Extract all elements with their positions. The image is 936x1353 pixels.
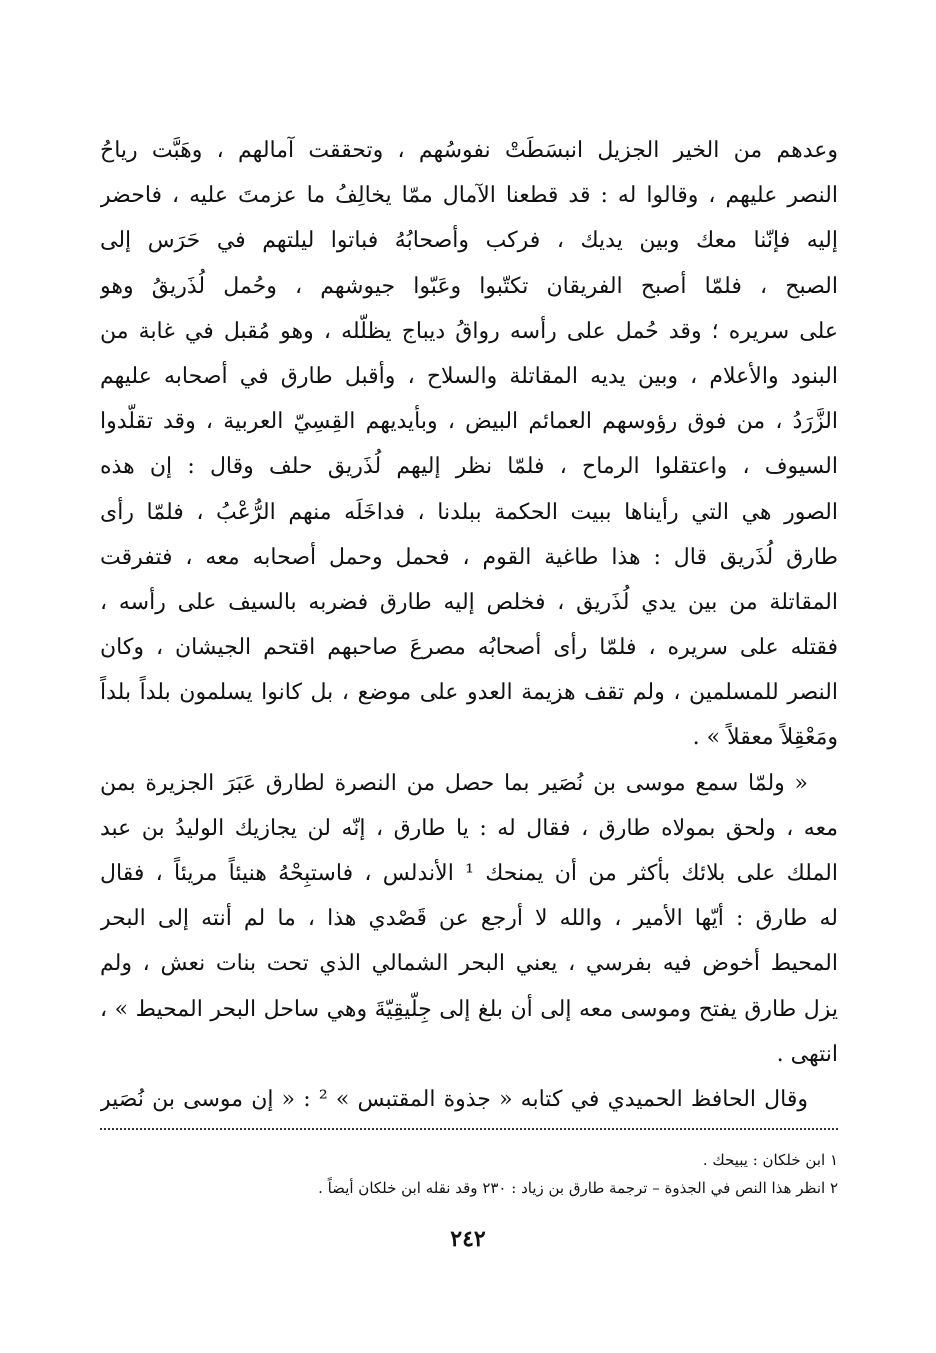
text-line: انتهى . bbox=[776, 1041, 838, 1067]
text-line: معه ، ولحق بمولاه طارق ، فقال له : يا طارق ، إنّه لن يجازيك الوليدُ بن عبد bbox=[100, 815, 838, 841]
text-line: المحيط أخوض فيه بفرسي ، يعني البحر الشمالي الذي تحت بنات نعش ، ولم bbox=[100, 951, 838, 977]
text-line: الصبح ، فلمّا أصبح الفريقان تكتّبوا وعَبّوا جيوشهم ، وحُمل لُذَريقُ وهو bbox=[100, 273, 838, 299]
text-line: ومَعْقِلاً معقلاً » . bbox=[692, 725, 838, 751]
text-line: طارق لُذَريق قال : هذا طاغية القوم ، فحمل وحمل أصحابه معه ، فتفرقت bbox=[100, 544, 838, 570]
text-line: وعدهم من الخير الجزيل انبسَطَتْ نفوسُهم ، وتحققت آمالهم ، وهَبَّت رياحُ bbox=[100, 138, 838, 163]
text-line: إليه فإنّنا معك وبين يديك ، فركب وأصحابُهُ فباتوا ليلتهم في حَرَس إلى bbox=[100, 228, 838, 254]
footnote-2: ٢ انظر هذا النص في الجذوة – ترجمة طارق بن زياد : ٢٣٠ وقد نقله ابن خلكان أيضاً . bbox=[318, 1179, 838, 1197]
text-line: وقال الحافظ الحميدي في كتابه « جذوة المقتبس » ² : « إن موسى بن نُصَير bbox=[100, 1086, 808, 1112]
text-line: السيوف ، واعتقلوا الرماح ، فلمّا نظر إليهم لُذَريق حلف وقال : إن هذه bbox=[100, 454, 838, 480]
text-line: « ولمّا سمع موسى بن نُصَير بما حصل من النصرة لطارق عَبَرَ الجزيرة بمن bbox=[100, 770, 808, 796]
text-line: له طارق : أيّها الأمير ، والله لا أرجع عن قَصْدي هذا ، ما لم أنته إلى البحر bbox=[100, 906, 838, 932]
text-line: الملك على بلائك بأكثر من أن يمنحك ¹ الأندلس ، فاستبِحْهُ هنيئاً مريئاً ، فقال bbox=[100, 861, 838, 886]
footnote-separator bbox=[100, 1128, 838, 1130]
text-line: المقاتلة من بين يدي لُذَريق ، فخلص إليه طارق فضربه بالسيف على رأسه ، bbox=[100, 589, 838, 615]
page-number: ٢٤٢ bbox=[450, 1226, 486, 1252]
text-line: الزَّرَدُ ، من فوق رؤوسهم العمائم البيض ، وبأيديهم القِسِيّ العربية ، وقد تقلّدوا bbox=[100, 409, 838, 435]
text-line: النصر عليهم ، وقالوا له : قد قطعنا الآمال ممّا يخالِفُ ما عزمتَ عليه ، فاحضر bbox=[100, 183, 838, 209]
text-line: يزل طارق يفتح وموسى معه إلى أن بلغ إلى جِلّيقِيّةَ وهي ساحل البحر المحيط » ، bbox=[100, 996, 838, 1022]
text-line: على سريره ؛ وقد حُمل على رأسه رواقُ ديباج يظلّله ، وهو مُقبل في غابة من bbox=[100, 318, 838, 344]
footnotes bbox=[100, 1146, 838, 1202]
text-line: البنود والأعلام ، وبين يديه المقاتلة والسلاح ، وأقبل طارق في أصحابه عليهم bbox=[100, 363, 838, 389]
footnote-1: ١ ابن خلكان : يبيحك . bbox=[702, 1151, 838, 1169]
text-line: الصور هي التي رأيناها ببيت الحكمة ببلدنا ، فداخَلَه منهم الرُّعْبُ ، فلمّا رأى bbox=[100, 499, 838, 525]
main-text bbox=[100, 128, 838, 1122]
text-line: فقتله على سريره ، فلمّا رأى أصحابُه مصرعَ صاحبهم اقتحم الجيشان ، وكان bbox=[100, 635, 838, 661]
text-line: النصر للمسلمين ، ولم تقف هزيمة العدو على موضع ، بل كانوا يسلمون بلداً بلداً bbox=[100, 680, 838, 706]
